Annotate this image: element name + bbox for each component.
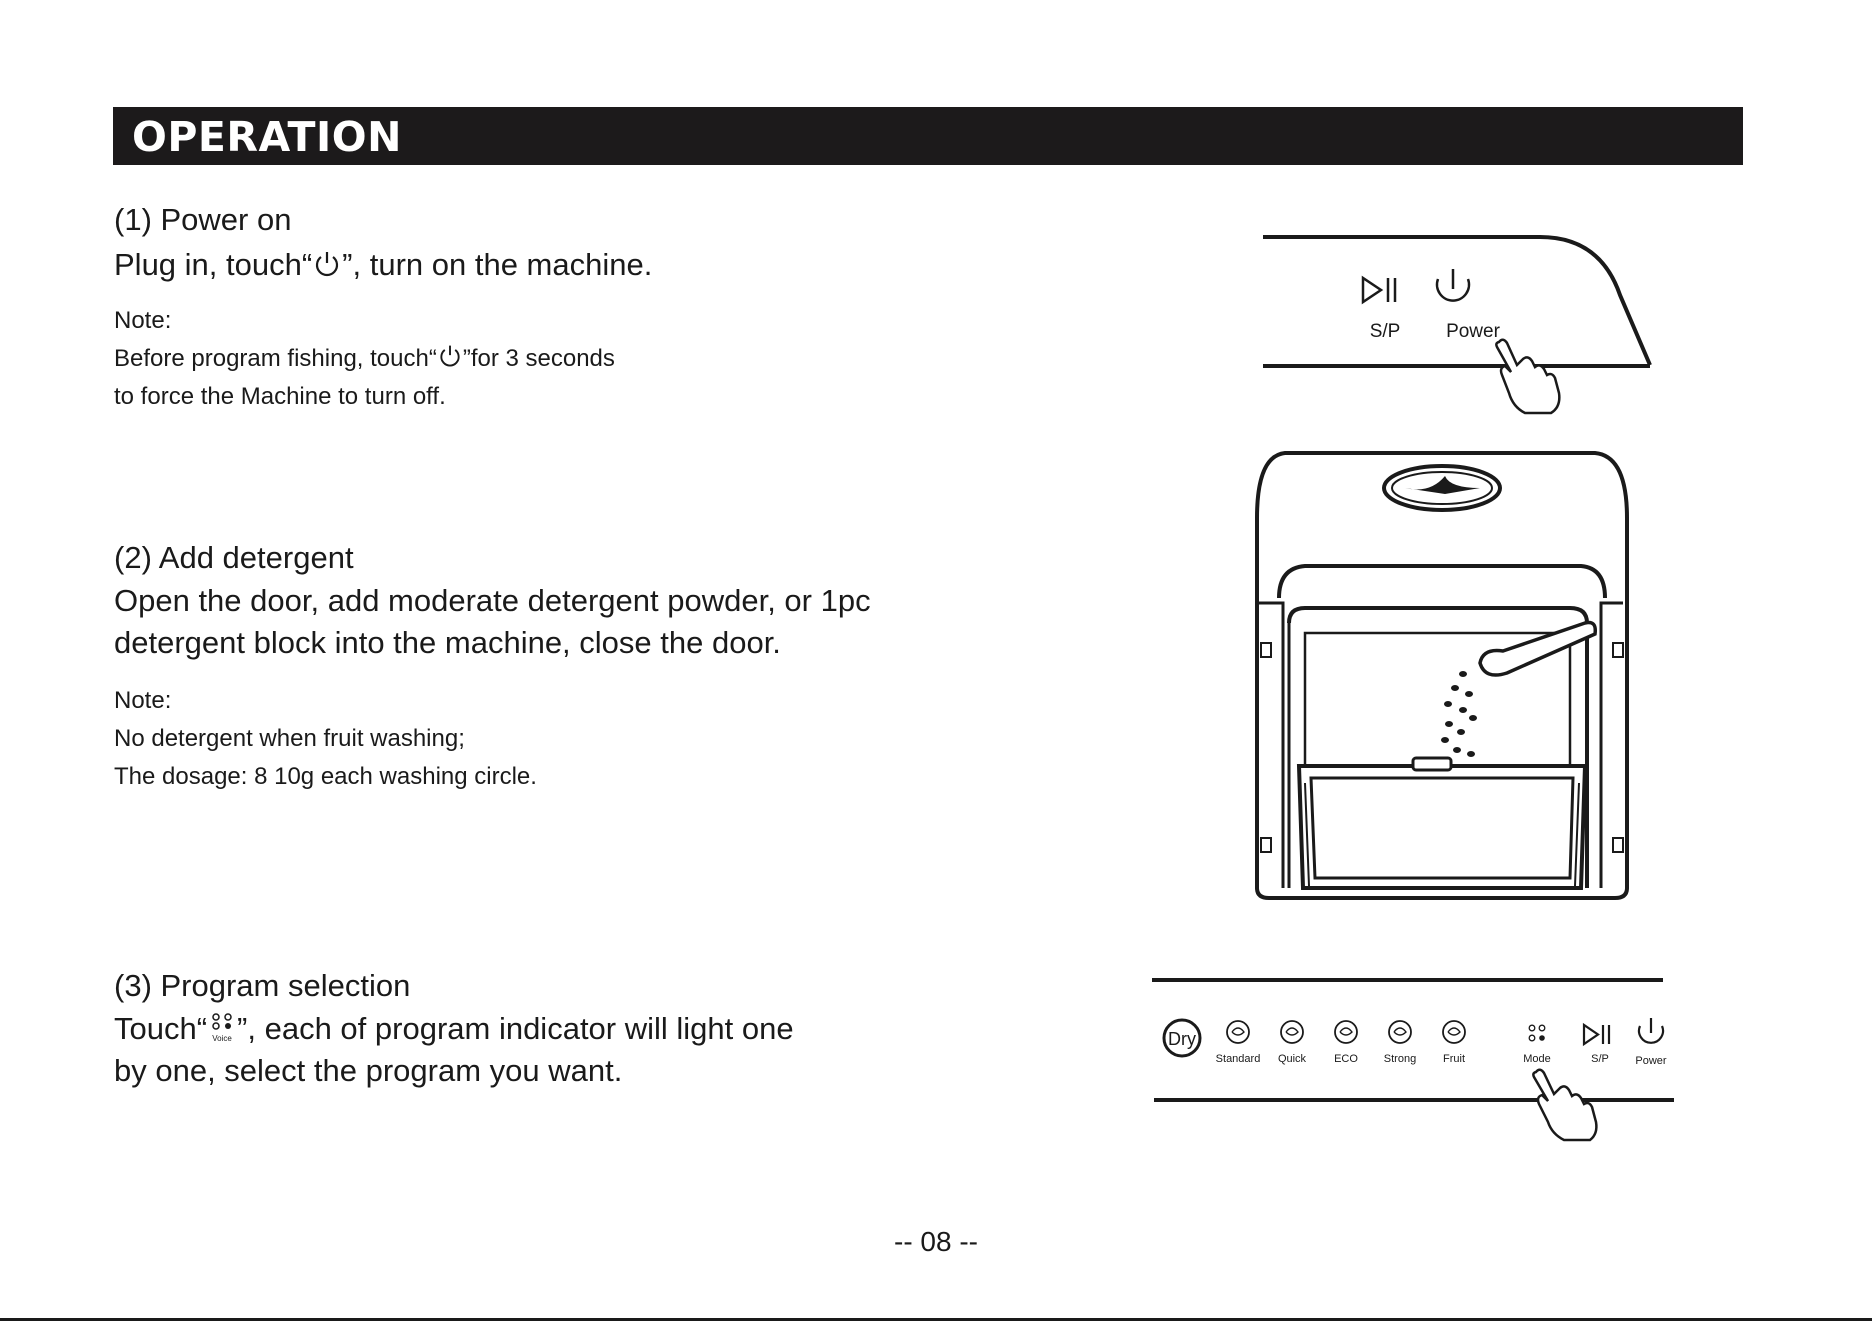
program-strong-glyph — [1394, 1028, 1406, 1035]
program-eco-icon — [1335, 1021, 1357, 1043]
section-1-note-line-1 — [114, 340, 652, 378]
program-icons — [1216, 1021, 1465, 1065]
section-3-body-text-a: Touch“ — [114, 1011, 208, 1046]
mode-icon-label: Voice — [212, 1034, 232, 1043]
program-strong-icon — [1389, 1021, 1411, 1043]
section-1-body-text-b: ”, turn on the machine. — [342, 247, 653, 282]
section-2-note-line-2: The dosage: 8 10g each washing circle. — [114, 763, 537, 790]
program-fruit-glyph — [1448, 1028, 1460, 1035]
section-2-body-line-2: detergent block into the machine, close the door. — [114, 625, 781, 660]
play-pause-icon — [1363, 278, 1395, 302]
power-label: Power — [1635, 1055, 1667, 1067]
program-eco-glyph — [1340, 1028, 1352, 1035]
dry-label: Dry — [1168, 1029, 1196, 1049]
program-fruit-button — [1443, 1021, 1465, 1065]
section-3-title: (3) Program selection — [114, 968, 411, 1003]
program-quick-icon — [1281, 1021, 1303, 1043]
pointing-hand-icon — [1496, 340, 1559, 413]
section-1-title: (1) Power on — [114, 202, 292, 237]
pointing-hand-icon — [1533, 1070, 1596, 1140]
section-1-body-text-a: Plug in, touch“ — [114, 247, 313, 282]
section-add-detergent — [114, 538, 871, 796]
section-1-note-text-a: Before program fishing, touch“ — [114, 345, 437, 372]
play-pause-icon — [1584, 1025, 1609, 1044]
program-label: Strong — [1383, 1053, 1417, 1065]
section-header-bar — [113, 107, 1743, 165]
power-panel-illustration — [1255, 225, 1665, 415]
section-3-body-line-2: by one, select the program you want. — [114, 1053, 623, 1088]
mode-icon — [207, 1011, 237, 1045]
detergent-scoop-icon — [1480, 622, 1595, 675]
section-1-note-label: Note: — [114, 307, 172, 334]
sp-label: S/P — [1369, 321, 1401, 342]
program-quick-button — [1278, 1021, 1307, 1065]
program-label: Standard — [1215, 1053, 1261, 1065]
dry-button — [1164, 1020, 1200, 1056]
program-quick-glyph — [1286, 1028, 1298, 1035]
section-power-on — [114, 200, 652, 416]
power-icon — [1437, 269, 1469, 301]
power-icon — [312, 249, 342, 279]
section-2-body-line-1: Open the door, add moderate detergent powder, or 1pc — [114, 583, 871, 618]
program-label: Fruit — [1443, 1053, 1465, 1065]
sp-label: S/P — [1591, 1053, 1609, 1065]
page-number: -- 08 -- — [894, 1226, 978, 1257]
program-eco-button — [1334, 1021, 1358, 1065]
program-label: ECO — [1334, 1053, 1358, 1065]
program-strong-button — [1384, 1021, 1416, 1065]
section-title: OPERATION — [132, 113, 402, 161]
section-program-selection — [114, 966, 794, 1092]
section-3-body-line-1 — [114, 1008, 794, 1050]
section-1-note-text-b: ”for 3 seconds — [462, 345, 615, 372]
program-panel-illustration — [1150, 972, 1680, 1142]
section-2-note-line-1: No detergent when fruit washing; — [114, 725, 465, 752]
footer-divider — [0, 1318, 1872, 1321]
program-fruit-icon — [1443, 1021, 1465, 1043]
program-label: Quick — [1277, 1053, 1307, 1065]
power-label: Power — [1446, 321, 1500, 342]
mode-icon — [1529, 1025, 1545, 1041]
power-icon — [437, 343, 463, 369]
power-icon — [1639, 1018, 1663, 1043]
section-2-title: (2) Add detergent — [114, 540, 354, 575]
section-1-body — [114, 244, 652, 286]
program-standard-button — [1216, 1021, 1261, 1065]
section-2-note-label: Note: — [114, 687, 172, 714]
mode-label: Mode — [1523, 1053, 1551, 1065]
program-standard-icon — [1227, 1021, 1249, 1043]
detergent-powder — [1441, 671, 1477, 757]
dishwasher-illustration — [1245, 448, 1640, 903]
program-standard-glyph — [1232, 1028, 1244, 1035]
section-3-body-text-b: ”, each of program indicator will light one — [237, 1011, 794, 1046]
section-1-note-line-2: to force the Machine to turn off. — [114, 383, 446, 410]
